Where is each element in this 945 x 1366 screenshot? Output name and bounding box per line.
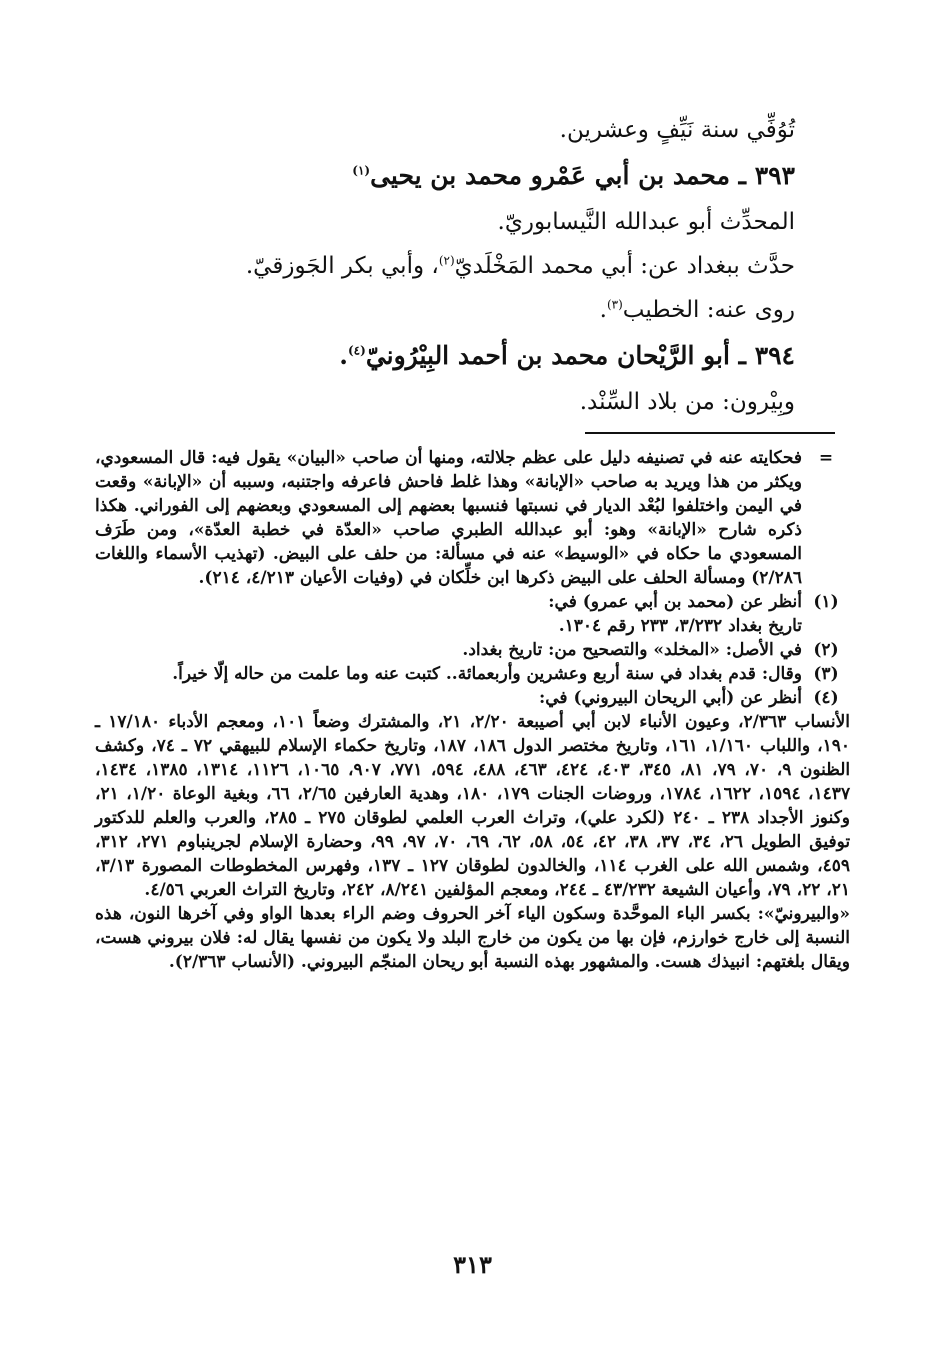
footnote-4 [95, 686, 850, 710]
footnote-text: «والبيرونيّ»: بكسر الباء الموحَّدة وسكون الياء آخر الحروف وضم الراء بعدها الواو وفي آخرها النون، هذه النسبة إلى خارج خوارزم، فإن بها من يكون من خارج البلد ولا يكون من نفسها يقال له: فلان بيروني هست، ويقال بلغتهم: انبيذك هست. والمشهور بهذه النسبة أبو ريحان المنجّم البيروني. (الأنساب ٢/٣٦٣). [95, 904, 850, 972]
entry-394-title: ٣٩٤ ـ أبو الرَّيْحان محمد بن أحمد البِيْرُونيّ [365, 341, 795, 370]
footnote-ref-4[interactable]: (٤) [347, 343, 366, 358]
footnotes [95, 446, 850, 974]
entry-393-narrated-from-end: ، وأبي بكر الجَوزقيّ. [245, 253, 439, 279]
footnote-ref-2[interactable]: (٢) [438, 253, 455, 268]
page-number: ٣١٣ [453, 1250, 492, 1279]
entry-393-narrators: روى عنه: الخطيب [622, 297, 795, 323]
entry-393-description: المحدِّث أبو عبدالله النَّيسابوريّ. [497, 209, 795, 235]
footnote-number: (١) [813, 592, 839, 612]
footnote-number: (٤) [813, 688, 839, 708]
text-line [235, 288, 795, 332]
footnote-ref-1[interactable]: (١) [352, 163, 371, 178]
entry-393-title: ٣٩٣ ـ محمد بن أبي عَمْرو محمد بن يحيى [370, 161, 795, 190]
continuation-text: فحكايته عنه في تصنيفه دليل على عظم جلالته، ومنها أن صاحب «البيان» يقول فيه: قال المسعودي، ويكثر من هذا ويريد به صاحب «الإبانة» وهذا غلط فاحش فاعرفه واجتنبه، وسببه أن «الإبانة» وقعت في اليمن واختلفوا لبُعْد الديار في نسبتها فنسبها بعضهم إلى المسعودي وبعضهم إلى الفوراني. هكذا ذكره شارح «الإبانة» وهو: أبو عبدالله الطبري صاحب «العدّة في خطبة العدّة»، ومن طَرَف المسعودي ما حكاه في «الوسيط» عنه في مسألة: من حلف على البيض. (تهذيب الأسماء واللغات ٢/٢٨٦) ومسألة الحلف على البيض ذكرها ابن خلِّكان في (وفيات الأعيان ٤/٢١٣، ٢١٤). [95, 448, 802, 588]
text-line [235, 108, 795, 152]
entry-394-description: وبِيْرون: من بلاد السِّنْد. [579, 389, 795, 415]
entry-394-heading [235, 332, 795, 380]
footnote-separator [585, 432, 835, 434]
footnote-text: أنظر عن (أبي الريحان البيروني) في: [538, 688, 802, 708]
footnote-1 [95, 590, 850, 638]
footnote-text: الأنساب ٢/٣٦٣، وعيون الأنباء لابن أبي أصيبعة ٢/٢٠، ٢١، والمشترك وضعاً ١٠١، ومعجم الأدباء ١٧/١٨٠ ـ ١٩٠، واللباب ١/١٦٠، ١٦١، وتاريخ مختصر الدول ١٨٦، ١٨٧، وتاريخ حكماء الإسلام للبيهقي ٧٢ ـ ٧٤، وكشف الظنون ٩، ٧٠، ٧٩، ٨١، ٣٤٥، ٤٠٣، ٤٢٤، ٤٦٣، ٤٨٨، ٥٩٤، ٧٧١، ٩٠٧، ١٠٦٥، ١١٢٦، ١٣١٤، ١٣٨٥، ١٤٣٤، ١٤٣٧، ١٥٩٤، ١٦٢٢، ١٧٨٤، وروضات الجنات ١٧٩، ١٨٠، وهدية العارفين ٢/٦٥، ٦٦، وبغية الوعاة ١/٢٠، ٢١، وكنوز الأجداد ٢٣٨ ـ ٢٤٠ (لكرد علي)، وتراث العرب العلمي لطوقان ٢٧٥ ـ ٢٨٥، والعرب والعلم للدكتور توفيق الطويل ٢٦، ٣٤، ٣٧، ٣٨، ٤٢، ٥٤، ٥٨، ٦٢، ٦٩، ٧٠، ٩٧، ٩٩، وحضارة الإسلام لجرينباوم ٢٧١، ٣١٢، ٤٥٩، وشمس الله على الغرب ١١٤، والخالدون لطوقان ١٢٧ ـ ١٣٧، وفهرس المخطوطات المصورة ٣/١٣، ٢١، ٢٢، ٧٩، وأعيان الشيعة ٤٣/٢٣٢ ـ ٢٤٤، ومعجم المؤلفين ٨/٢٤١، ٢٤٢، وتاريخ التراث العربي ٤/٥٦. [95, 712, 851, 900]
footnote-3 [95, 662, 850, 686]
text-line-content: تُوُفِّي سنة نَيِّفٍ وعشرين. [559, 117, 795, 143]
text-line [235, 244, 795, 288]
footnote-continuation [95, 446, 850, 590]
entry-393-heading [235, 152, 795, 200]
main-text [235, 108, 795, 424]
text-line [235, 380, 795, 424]
footnote-text: أنظر عن (محمد بن أبي عمرو) في: [548, 592, 802, 612]
footnote-text: تاريخ بغداد ٣/٢٣٢، ٢٣٣ رقم ١٣٠٤. [558, 616, 802, 636]
footnote-4-nisba [95, 902, 850, 974]
footnote-ref-3[interactable]: (٣) [606, 297, 623, 312]
entry-393-narrators-end: . [599, 297, 607, 323]
footnote-number: (٢) [813, 640, 839, 660]
entry-393-narrated-from: حدَّث ببغداد عن: أبي محمد المَخْلَديّ [454, 253, 795, 279]
entry-394-title-end: . [339, 341, 348, 370]
footnote-text: في الأصل: «المخلد» والتصحيح من: تاريخ بغداد. [462, 640, 802, 660]
footnote-body [95, 590, 802, 638]
footnote-text: وقال: قدم بغداد في سنة أربع وعشرين وأربعمائة.. كتبت عنه وما علمت من حاله إلّا خيراً. [172, 664, 802, 684]
footnote-2 [95, 638, 850, 662]
text-line [235, 200, 795, 244]
footnote-4-sources [95, 710, 850, 902]
footnote-body [95, 686, 802, 710]
footnote-number: (٣) [813, 664, 839, 684]
continuation-marker: = [818, 448, 834, 468]
